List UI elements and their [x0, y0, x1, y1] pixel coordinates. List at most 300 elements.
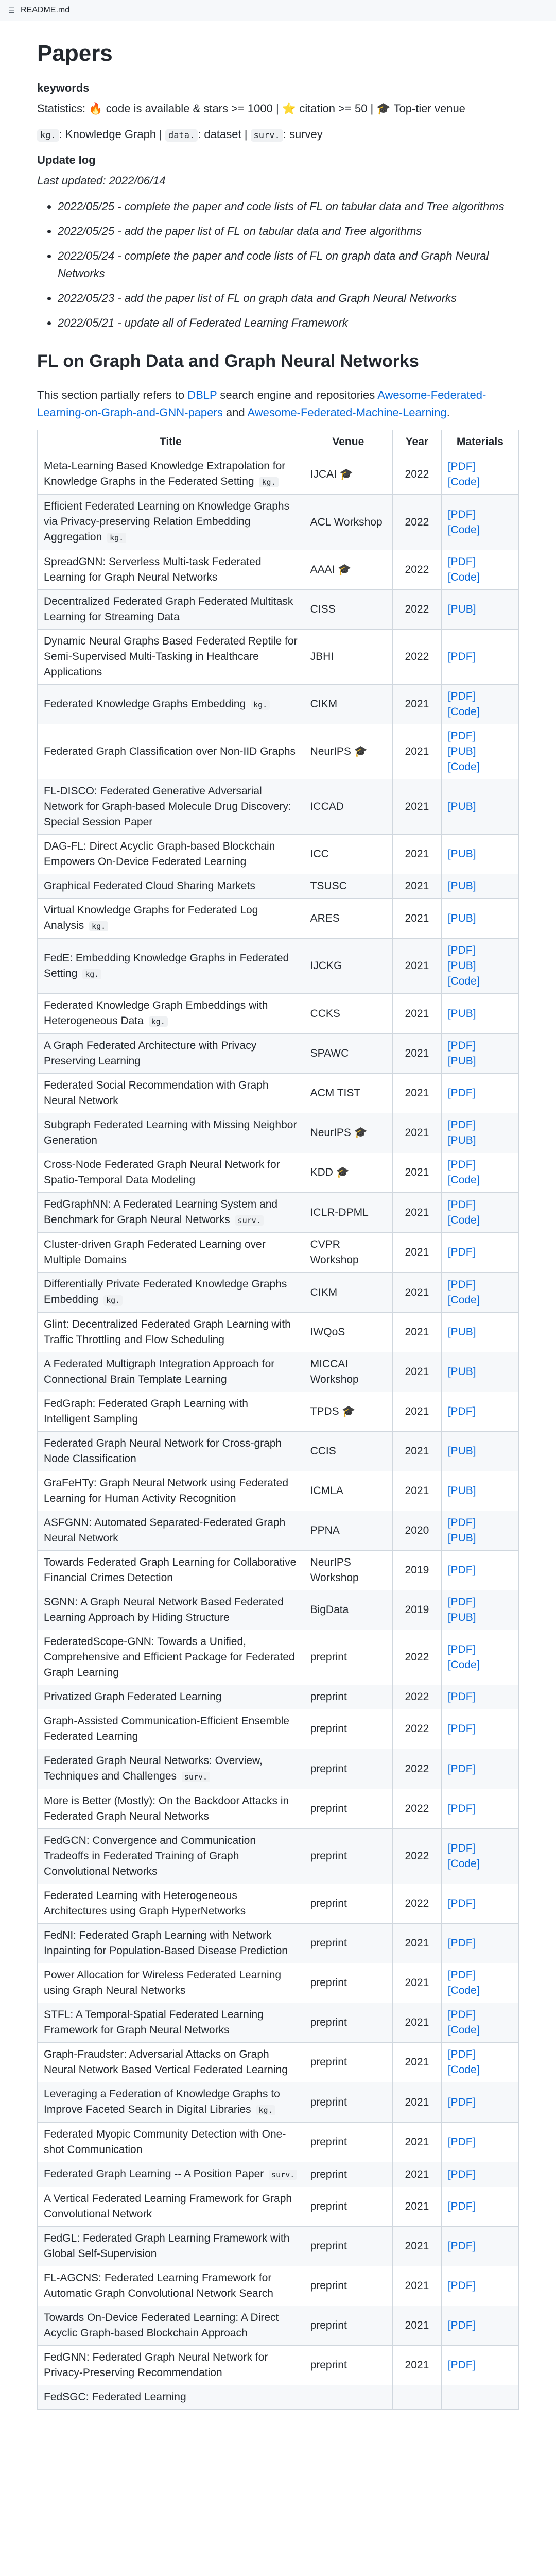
paper-venue: ICCAD: [304, 779, 393, 835]
table-row: [38, 2162, 519, 2187]
paper-year: 2022: [393, 630, 442, 685]
paper-venue: NeurIPS Workshop: [304, 1551, 393, 1590]
material-link[interactable]: [PUB]: [447, 1007, 476, 1020]
paper-title-cell: [38, 2187, 304, 2227]
material-link[interactable]: [PDF]: [447, 2168, 476, 2180]
material-link[interactable]: [PDF]: [447, 1723, 476, 1735]
table-row: [38, 2187, 519, 2227]
table-row: [38, 1709, 519, 1749]
paper-title: A Graph Federated Architecture with Privacy Preserving Learning: [44, 1040, 257, 1067]
paper-materials: [441, 1551, 518, 1590]
table-row: [38, 550, 519, 590]
kg-code: kg.: [37, 129, 59, 142]
fire-icon: 🔥: [89, 102, 103, 115]
repo-link-gnn[interactable]: Awesome-Federated-Learning-on-Graph-and-GNN-papers: [37, 388, 486, 419]
material-link[interactable]: [PDF]: [447, 2359, 476, 2371]
paper-title-cell: [38, 1273, 304, 1313]
material-link[interactable]: [PDF]: [447, 1596, 476, 1608]
table-row: [38, 2227, 519, 2266]
table-row: [38, 2123, 519, 2162]
paper-venue: CCIS: [304, 1432, 393, 1471]
paper-materials: [441, 630, 518, 685]
paper-year: 2021: [393, 1233, 442, 1273]
material-link[interactable]: [PUB]: [447, 1485, 476, 1497]
paper-title: FL-DISCO: Federated Generative Adversarial Network for Graph-based Molecule Drug Discovery: Special Session Paper: [44, 785, 291, 828]
material-link[interactable]: [PDF]: [447, 1762, 476, 1775]
paper-venue: IJCKG: [304, 939, 393, 994]
paper-title-cell: [38, 1511, 304, 1551]
table-row: [38, 1193, 519, 1233]
paper-year: 2021: [393, 1273, 442, 1313]
paper-venue: ICLR-DPML: [304, 1193, 393, 1233]
paper-title-cell: [38, 2227, 304, 2266]
material-link[interactable]: [PDF]: [447, 508, 476, 520]
paper-materials: [441, 2227, 518, 2266]
paper-venue: preprint: [304, 1685, 393, 1709]
paper-tag: surv.: [182, 1772, 210, 1782]
file-tab-bar: [0, 0, 556, 21]
paper-title: FederatedScope-GNN: Towards a Unified, Comprehensive and Efficient Package for Federated Graph Learning: [44, 1636, 295, 1679]
paper-title: Graphical Federated Cloud Sharing Markets: [44, 880, 255, 892]
papers-table-body: [38, 454, 519, 2410]
file-name[interactable]: README.md: [21, 6, 70, 14]
paper-venue: CIKM: [304, 685, 393, 724]
material-link[interactable]: [Code]: [447, 975, 480, 987]
paper-materials: [441, 685, 518, 724]
table-row: [38, 1034, 519, 1074]
paper-year: 2022: [393, 1789, 442, 1829]
paper-title: Federated Myopic Community Detection with One-shot Communication: [44, 2128, 286, 2156]
paper-title-cell: [38, 1749, 304, 1789]
material-link[interactable]: [PDF]: [447, 1897, 476, 1909]
table-row: [38, 1924, 519, 1963]
paper-year: 2021: [393, 1034, 442, 1074]
material-link[interactable]: [Code]: [447, 476, 480, 488]
material-link[interactable]: [Code]: [447, 1985, 480, 1996]
table-row: [38, 1551, 519, 1590]
paper-title-cell: [38, 2306, 304, 2346]
material-link[interactable]: [PUB]: [447, 801, 476, 812]
table-row: [38, 1313, 519, 1352]
papers-table: [37, 430, 519, 2410]
paper-title: FedE: Embedding Knowledge Graphs in Federated Setting: [44, 952, 289, 979]
paper-materials: [441, 454, 518, 495]
material-link[interactable]: [PUB]: [447, 1532, 476, 1544]
material-link[interactable]: [Code]: [447, 1214, 480, 1226]
paper-title: Virtual Knowledge Graphs for Federated Log Analysis: [44, 904, 258, 931]
paper-title-cell: [38, 495, 304, 550]
paper-year: 2021: [393, 2266, 442, 2306]
paper-title-cell: [38, 2346, 304, 2385]
paper-materials: [441, 550, 518, 590]
paper-venue: preprint: [304, 1829, 393, 1884]
paper-title-cell: [38, 835, 304, 874]
paper-year: 2021: [393, 2082, 442, 2123]
paper-materials: [441, 874, 518, 899]
paper-title-cell: [38, 2043, 304, 2082]
material-link[interactable]: [PDF]: [447, 1159, 476, 1171]
material-link[interactable]: [PDF]: [447, 2240, 476, 2252]
update-log-heading: Update log: [37, 154, 96, 166]
paper-venue: preprint: [304, 2187, 393, 2227]
paper-title-cell: [38, 1924, 304, 1963]
table-row: [38, 994, 519, 1034]
table-row: [38, 630, 519, 685]
material-link[interactable]: [PDF]: [447, 2136, 476, 2148]
material-link[interactable]: [PDF]: [447, 1691, 476, 1703]
keywords-heading: keywords: [37, 81, 90, 94]
material-link[interactable]: [PDF]: [447, 1842, 476, 1854]
paper-materials: [441, 1511, 518, 1551]
page-title: Papers: [37, 41, 519, 72]
paper-materials: [441, 1273, 518, 1313]
section-intro: This section partially refers to DBLP search engine and repositories Awesome-Federated-Learning-on-Graph-and-GNN-papers and Awesome-Federated-Machine-Learning.: [37, 388, 486, 419]
table-row: [38, 899, 519, 939]
material-link[interactable]: [PUB]: [447, 848, 476, 860]
surv-code: surv.: [251, 129, 283, 142]
paper-year: 2021: [393, 939, 442, 994]
column-header-materials: Materials: [441, 430, 518, 454]
material-link[interactable]: [PDF]: [447, 651, 476, 663]
material-link[interactable]: [PDF]: [447, 1517, 476, 1529]
paper-venue: PPNA: [304, 1511, 393, 1551]
paper-tag: kg.: [256, 2105, 275, 2115]
material-link[interactable]: [PUB]: [447, 603, 476, 615]
paper-title: Dynamic Neural Graphs Based Federated Reptile for Semi-Supervised Multi-Tasking in Healthcare Applications: [44, 635, 298, 678]
paper-venue: preprint: [304, 2306, 393, 2346]
table-row: [38, 2043, 519, 2082]
paper-materials: [441, 724, 518, 779]
paper-title: Cross-Node Federated Graph Neural Network for Spatio-Temporal Data Modeling: [44, 1159, 280, 1186]
paper-title: Federated Graph Learning -- A Position Paper: [44, 2168, 264, 2180]
paper-tag: surv.: [269, 2170, 297, 2180]
paper-title-cell: [38, 1193, 304, 1233]
paper-title: Towards On-Device Federated Learning: A Direct Acyclic Graph-based Blockchain Approach: [44, 2312, 279, 2339]
paper-venue: preprint: [304, 1789, 393, 1829]
paper-year: 2021: [393, 779, 442, 835]
paper-title-cell: [38, 2082, 304, 2123]
table-row: [38, 2266, 519, 2306]
material-link[interactable]: [PDF]: [447, 2096, 476, 2108]
table-row: [38, 685, 519, 724]
abbreviation-line: kg. : Knowledge Graph | data. : dataset | surv. : survey: [37, 126, 519, 144]
material-link[interactable]: [PDF]: [447, 1643, 476, 1655]
material-link[interactable]: [PUB]: [447, 1326, 476, 1338]
paper-year: 2021: [393, 1963, 442, 2003]
paper-materials: [441, 1685, 518, 1709]
paper-venue: CCKS: [304, 994, 393, 1034]
paper-materials: [441, 2003, 518, 2043]
material-link[interactable]: [PUB]: [447, 745, 476, 757]
table-row: [38, 1884, 519, 1924]
paper-materials: [441, 2266, 518, 2306]
material-link[interactable]: [Code]: [447, 1858, 480, 1870]
paper-year: 2022: [393, 1884, 442, 1924]
table-row: [38, 1789, 519, 1829]
material-link[interactable]: [PDF]: [447, 2280, 476, 2292]
paper-venue: preprint: [304, 1924, 393, 1963]
paper-venue: preprint: [304, 1963, 393, 2003]
paper-title: Decentralized Federated Graph Federated Multitask Learning for Streaming Data: [44, 596, 293, 623]
table-row: [38, 1749, 519, 1789]
material-link[interactable]: [PUB]: [447, 1055, 476, 1067]
paper-title-cell: [38, 2003, 304, 2043]
material-link[interactable]: [Code]: [447, 1659, 480, 1671]
material-link[interactable]: [Code]: [447, 1174, 480, 1186]
paper-venue: IJCAI 🎓: [304, 454, 393, 495]
material-link[interactable]: [Code]: [447, 1294, 480, 1306]
paper-year: 2022: [393, 1749, 442, 1789]
material-link[interactable]: [Code]: [447, 2024, 480, 2036]
material-link[interactable]: [PDF]: [447, 1564, 476, 1576]
paper-venue: IWQoS: [304, 1313, 393, 1352]
paper-year: 2021: [393, 2162, 442, 2187]
paper-title-cell: [38, 994, 304, 1034]
paper-title-cell: [38, 685, 304, 724]
list-item: • 2022/05/23 - add the paper list of FL on graph data and Graph Neural Networks: [58, 290, 519, 307]
paper-title: A Vertical Federated Learning Framework for Graph Convolutional Network: [44, 2193, 292, 2220]
material-link[interactable]: [PDF]: [447, 1246, 476, 1258]
paper-materials: [441, 1789, 518, 1829]
paper-venue: preprint: [304, 2266, 393, 2306]
paper-title-cell: [38, 1630, 304, 1685]
material-link[interactable]: [PDF]: [447, 2009, 476, 2021]
table-row: [38, 1590, 519, 1630]
material-link[interactable]: [PDF]: [447, 1803, 476, 1815]
paper-title-cell: [38, 1789, 304, 1829]
paper-title: FedNI: Federated Graph Learning with Network Inpainting for Population-Based Disease Prediction: [44, 1929, 288, 1957]
paper-title: Power Allocation for Wireless Federated Learning using Graph Neural Networks: [44, 1969, 282, 1996]
paper-title-cell: [38, 779, 304, 835]
paper-venue: NeurIPS 🎓: [304, 1113, 393, 1153]
table-row: [38, 2385, 519, 2410]
paper-materials: [441, 1884, 518, 1924]
material-link[interactable]: [PDF]: [447, 690, 476, 702]
material-link[interactable]: [PDF]: [447, 1198, 476, 1211]
material-link[interactable]: [PUB]: [447, 912, 476, 924]
paper-materials: [441, 495, 518, 550]
paper-year: 2021: [393, 2227, 442, 2266]
table-row: [38, 2003, 519, 2043]
table-row: [38, 1511, 519, 1551]
paper-venue: NeurIPS 🎓: [304, 724, 393, 779]
material-link[interactable]: [PDF]: [447, 556, 476, 568]
table-row: [38, 1829, 519, 1884]
material-link[interactable]: [Code]: [447, 571, 480, 583]
material-link[interactable]: [PDF]: [447, 2200, 476, 2212]
file-icon: ☰: [8, 6, 15, 14]
paper-year: 2021: [393, 685, 442, 724]
paper-venue: preprint: [304, 1749, 393, 1789]
paper-title-cell: [38, 724, 304, 779]
paper-year: 2021: [393, 2187, 442, 2227]
paper-year: 2021: [393, 2003, 442, 2043]
paper-title-cell: [38, 1685, 304, 1709]
paper-venue: CVPR Workshop: [304, 1233, 393, 1273]
table-row: [38, 1153, 519, 1193]
table-row: [38, 1392, 519, 1432]
paper-title: Differentially Private Federated Knowledge Graphs Embedding: [44, 1278, 287, 1306]
paper-materials: [441, 2306, 518, 2346]
paper-materials: [441, 1074, 518, 1113]
table-row: [38, 1432, 519, 1471]
paper-materials: [441, 590, 518, 630]
paper-title: Federated Social Recommendation with Graph Neural Network: [44, 1079, 269, 1107]
material-link[interactable]: [Code]: [447, 2064, 480, 2076]
paper-title: FL-AGCNS: Federated Learning Framework for Automatic Graph Convolutional Network Search: [44, 2272, 273, 2299]
paper-tag: kg.: [259, 477, 278, 487]
section-title: FL on Graph Data and Graph Neural Networks: [37, 351, 519, 377]
material-link[interactable]: [PUB]: [447, 1366, 476, 1378]
paper-materials: [441, 1193, 518, 1233]
material-link[interactable]: [Code]: [447, 761, 480, 773]
paper-venue: [304, 2385, 393, 2410]
column-header-venue: Venue: [304, 430, 393, 454]
paper-materials: [441, 899, 518, 939]
paper-materials: [441, 2385, 518, 2410]
paper-venue: preprint: [304, 2082, 393, 2123]
table-row: [38, 835, 519, 874]
table-row: [38, 1074, 519, 1113]
paper-materials: [441, 1233, 518, 1273]
table-row: [38, 1113, 519, 1153]
paper-year: 2021: [393, 1471, 442, 1511]
table-row: [38, 2346, 519, 2385]
paper-year: 2022: [393, 1709, 442, 1749]
paper-title: Efficient Federated Learning on Knowledge Graphs via Privacy-preserving Relation Embedding Aggregation: [44, 500, 290, 543]
repo-link-fml[interactable]: Awesome-Federated-Machine-Learning: [247, 406, 447, 419]
paper-year: 2019: [393, 1551, 442, 1590]
material-link[interactable]: [PDF]: [447, 944, 476, 956]
paper-materials: [441, 1749, 518, 1789]
paper-year: 2022: [393, 550, 442, 590]
paper-venue: KDD 🎓: [304, 1153, 393, 1193]
paper-year: 2021: [393, 1313, 442, 1352]
paper-year: 2021: [393, 1074, 442, 1113]
material-link[interactable]: [PDF]: [447, 1087, 476, 1099]
table-row: [38, 1471, 519, 1511]
data-code: data.: [165, 129, 198, 142]
table-row: [38, 2082, 519, 2123]
table-row: [38, 495, 519, 550]
paper-year: 2021: [393, 1153, 442, 1193]
paper-venue: ICMLA: [304, 1471, 393, 1511]
paper-title-cell: [38, 2123, 304, 2162]
paper-title-cell: [38, 1153, 304, 1193]
paper-materials: [441, 1709, 518, 1749]
paper-venue: CISS: [304, 590, 393, 630]
paper-title: FedSGC: Federated Learning: [44, 2391, 186, 2403]
table-row: [38, 2306, 519, 2346]
paper-materials: [441, 1313, 518, 1352]
paper-year: 2022: [393, 1829, 442, 1884]
material-link[interactable]: [PDF]: [447, 2048, 476, 2060]
table-row: [38, 1233, 519, 1273]
paper-title: Federated Knowledge Graph Embeddings with Heterogeneous Data: [44, 999, 268, 1027]
paper-year: 2020: [393, 1511, 442, 1551]
paper-materials: [441, 1963, 518, 2003]
paper-venue: CIKM: [304, 1273, 393, 1313]
material-link[interactable]: [PDF]: [447, 1969, 476, 1981]
paper-tag: kg.: [89, 921, 108, 931]
material-link[interactable]: [PUB]: [447, 1612, 476, 1623]
table-row: [38, 590, 519, 630]
dblp-link[interactable]: DBLP: [187, 388, 217, 401]
paper-tag: kg.: [107, 533, 126, 543]
material-link[interactable]: [PUB]: [447, 1445, 476, 1457]
material-link[interactable]: [PDF]: [447, 460, 476, 472]
paper-title: ASFGNN: Automated Separated-Federated Graph Neural Network: [44, 1517, 286, 1544]
paper-materials: [441, 2346, 518, 2385]
material-link[interactable]: [PUB]: [447, 880, 476, 892]
paper-year: 2021: [393, 1352, 442, 1392]
paper-venue: preprint: [304, 2227, 393, 2266]
paper-year: 2021: [393, 2346, 442, 2385]
material-link[interactable]: [PDF]: [447, 730, 476, 742]
paper-title-cell: [38, 874, 304, 899]
paper-venue: BigData: [304, 1590, 393, 1630]
material-link[interactable]: [Code]: [447, 523, 480, 536]
paper-materials: [441, 1829, 518, 1884]
material-link[interactable]: [PDF]: [447, 1119, 476, 1131]
paper-title-cell: [38, 1352, 304, 1392]
paper-title: Glint: Decentralized Federated Graph Learning with Traffic Throttling and Flow Scheduling: [44, 1318, 291, 1346]
paper-year: 2021: [393, 835, 442, 874]
paper-venue: ARES: [304, 899, 393, 939]
table-row: [38, 454, 519, 495]
paper-materials: [441, 2043, 518, 2082]
paper-venue: TPDS 🎓: [304, 1392, 393, 1432]
paper-title-cell: [38, 1392, 304, 1432]
material-link[interactable]: [PDF]: [447, 1937, 476, 1949]
paper-title-cell: [38, 1113, 304, 1153]
paper-title: FedGraph: Federated Graph Learning with Intelligent Sampling: [44, 1398, 248, 1425]
paper-materials: [441, 2082, 518, 2123]
paper-title: Subgraph Federated Learning with Missing Neighbor Generation: [44, 1119, 297, 1146]
paper-year: 2021: [393, 874, 442, 899]
material-link[interactable]: [PDF]: [447, 1040, 476, 1052]
material-link[interactable]: [PDF]: [447, 2319, 476, 2331]
paper-venue: preprint: [304, 1630, 393, 1685]
paper-title: More is Better (Mostly): On the Backdoor Attacks in Federated Graph Neural Networks: [44, 1795, 289, 1822]
paper-title-cell: [38, 1709, 304, 1749]
paper-materials: [441, 1590, 518, 1630]
paper-title-cell: [38, 630, 304, 685]
material-link[interactable]: [Code]: [447, 706, 480, 718]
material-link[interactable]: [PDF]: [447, 1405, 476, 1417]
material-link[interactable]: [PUB]: [447, 960, 476, 972]
paper-year: 2019: [393, 1590, 442, 1630]
paper-title-cell: [38, 1551, 304, 1590]
material-link[interactable]: [PUB]: [447, 1134, 476, 1146]
paper-title-cell: [38, 2266, 304, 2306]
paper-title: GraFeHTy: Graph Neural Network using Federated Learning for Human Activity Recognition: [44, 1477, 289, 1504]
paper-title: SGNN: A Graph Neural Network Based Federated Learning Approach by Hiding Structure: [44, 1596, 284, 1623]
paper-title: DAG-FL: Direct Acyclic Graph-based Blockchain Empowers On-Device Federated Learning: [44, 840, 275, 868]
paper-title: Federated Knowledge Graphs Embedding: [44, 698, 246, 710]
paper-venue: TSUSC: [304, 874, 393, 899]
paper-materials: [441, 1630, 518, 1685]
paper-venue: ACL Workshop: [304, 495, 393, 550]
paper-year: 2021: [393, 994, 442, 1034]
paper-venue: preprint: [304, 2003, 393, 2043]
paper-title: Graph-Assisted Communication-Efficient Ensemble Federated Learning: [44, 1715, 289, 1742]
paper-venue: preprint: [304, 1884, 393, 1924]
paper-year: 2021: [393, 1432, 442, 1471]
paper-title-cell: [38, 939, 304, 994]
material-link[interactable]: [PDF]: [447, 1278, 476, 1291]
paper-title-cell: [38, 590, 304, 630]
